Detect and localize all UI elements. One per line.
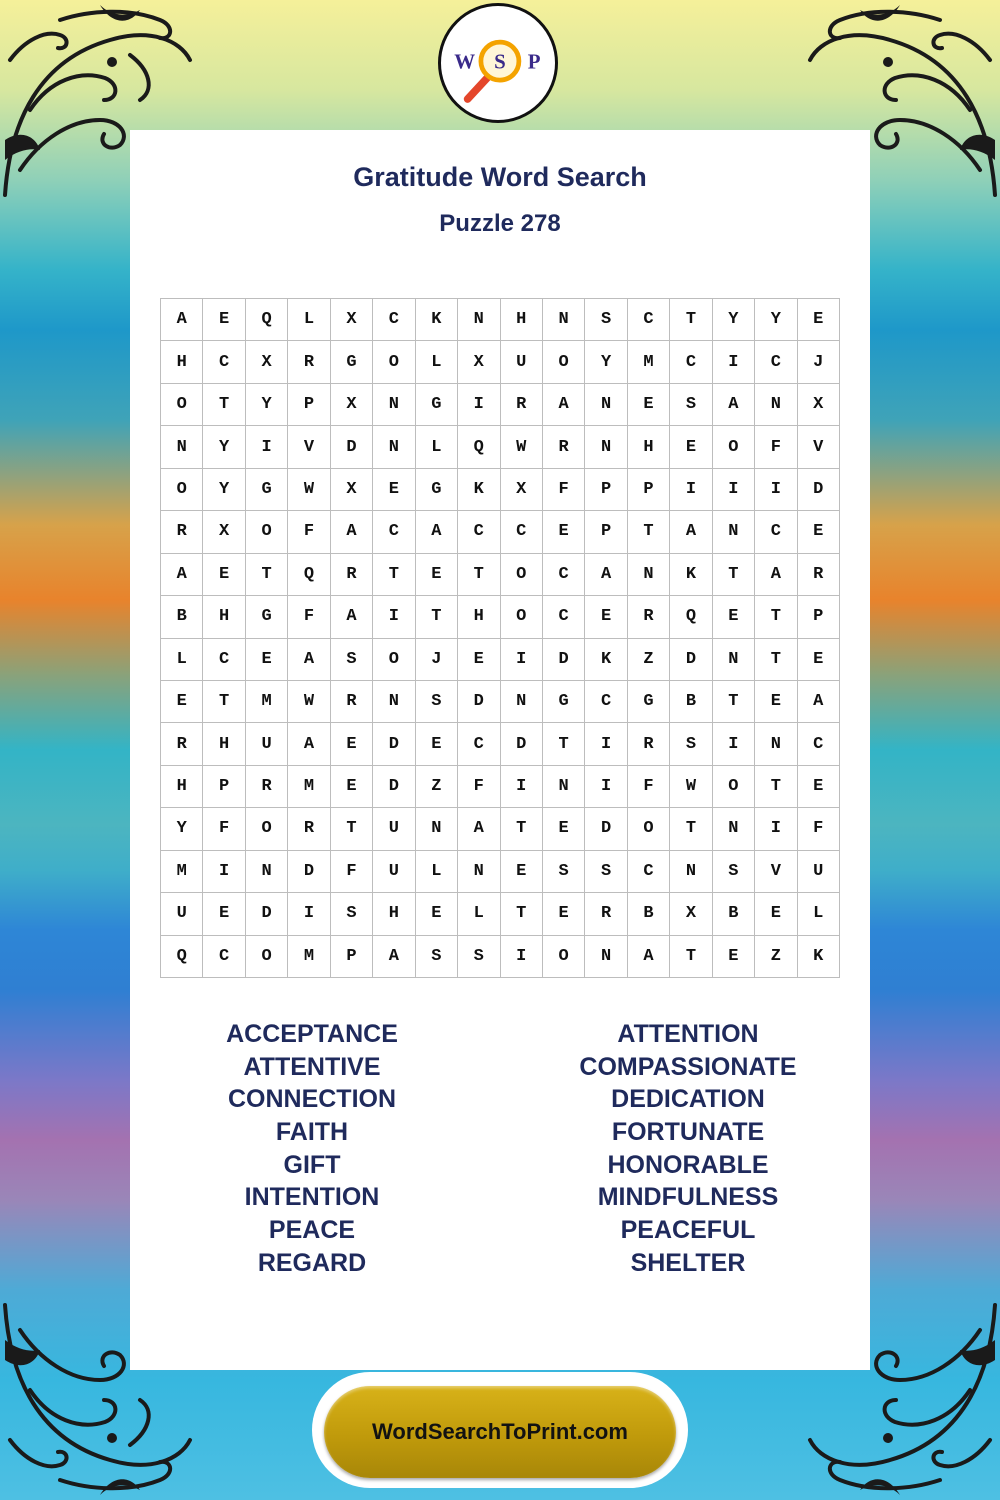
grid-cell[interactable]: X bbox=[458, 341, 500, 383]
footer-badge bbox=[312, 1372, 688, 1488]
grid-cell[interactable]: L bbox=[161, 639, 203, 681]
grid-cell[interactable]: S bbox=[416, 681, 458, 723]
grid-cell[interactable]: E bbox=[373, 469, 415, 511]
grid-cell[interactable]: L bbox=[416, 426, 458, 468]
grid-cell[interactable]: R bbox=[628, 723, 670, 765]
grid-cell[interactable]: Y bbox=[246, 384, 288, 426]
grid-cell[interactable]: N bbox=[713, 639, 755, 681]
grid-cell[interactable]: G bbox=[246, 469, 288, 511]
grid-cell[interactable]: P bbox=[585, 511, 627, 553]
grid-cell[interactable]: R bbox=[161, 723, 203, 765]
grid-cell[interactable]: T bbox=[501, 893, 543, 935]
grid-cell[interactable]: N bbox=[713, 808, 755, 850]
grid-cell[interactable]: C bbox=[670, 341, 712, 383]
grid-cell[interactable]: U bbox=[798, 851, 840, 893]
grid-cell[interactable]: R bbox=[585, 893, 627, 935]
grid-cell[interactable]: N bbox=[373, 681, 415, 723]
grid-cell[interactable]: I bbox=[458, 384, 500, 426]
grid-cell[interactable]: R bbox=[288, 808, 330, 850]
grid-cell[interactable]: N bbox=[670, 851, 712, 893]
grid-cell[interactable]: D bbox=[373, 723, 415, 765]
grid-cell[interactable]: L bbox=[416, 851, 458, 893]
grid-cell[interactable]: O bbox=[501, 596, 543, 638]
grid-cell[interactable]: E bbox=[246, 639, 288, 681]
grid-cell[interactable]: Y bbox=[755, 299, 797, 341]
grid-cell[interactable]: E bbox=[501, 851, 543, 893]
grid-cell[interactable]: S bbox=[331, 893, 373, 935]
grid-cell[interactable]: T bbox=[755, 639, 797, 681]
grid-cell[interactable]: T bbox=[373, 554, 415, 596]
grid-cell[interactable]: T bbox=[203, 681, 245, 723]
grid-cell[interactable]: D bbox=[373, 766, 415, 808]
grid-cell[interactable]: O bbox=[161, 469, 203, 511]
grid-cell[interactable]: J bbox=[798, 341, 840, 383]
grid-cell[interactable]: N bbox=[458, 851, 500, 893]
grid-cell[interactable]: C bbox=[755, 341, 797, 383]
grid-cell[interactable]: X bbox=[246, 341, 288, 383]
grid-cell[interactable]: W bbox=[288, 681, 330, 723]
grid-cell[interactable]: H bbox=[203, 596, 245, 638]
grid-cell[interactable]: E bbox=[670, 426, 712, 468]
grid-cell[interactable]: F bbox=[203, 808, 245, 850]
grid-cell[interactable]: X bbox=[331, 469, 373, 511]
grid-cell[interactable]: D bbox=[331, 426, 373, 468]
grid-cell[interactable]: C bbox=[373, 511, 415, 553]
word-list-item: INTENTION bbox=[244, 1183, 380, 1212]
word-list-item: HONORABLE bbox=[607, 1150, 769, 1179]
grid-cell[interactable]: E bbox=[203, 554, 245, 596]
grid-cell[interactable]: A bbox=[331, 511, 373, 553]
grid-cell[interactable]: X bbox=[798, 384, 840, 426]
grid-cell[interactable]: U bbox=[501, 341, 543, 383]
grid-cell[interactable]: H bbox=[628, 426, 670, 468]
grid-cell[interactable]: E bbox=[755, 681, 797, 723]
grid-cell[interactable]: N bbox=[628, 554, 670, 596]
grid-cell[interactable]: E bbox=[585, 596, 627, 638]
grid-cell[interactable]: Y bbox=[203, 426, 245, 468]
grid-cell[interactable]: E bbox=[203, 893, 245, 935]
grid-cell[interactable]: P bbox=[331, 936, 373, 978]
grid-cell[interactable]: E bbox=[203, 299, 245, 341]
grid-cell[interactable]: R bbox=[331, 554, 373, 596]
grid-cell[interactable]: S bbox=[670, 384, 712, 426]
grid-cell[interactable]: D bbox=[585, 808, 627, 850]
grid-cell[interactable]: W bbox=[501, 426, 543, 468]
grid-cell[interactable]: N bbox=[543, 299, 585, 341]
grid-cell[interactable]: T bbox=[501, 808, 543, 850]
grid-cell[interactable]: F bbox=[798, 808, 840, 850]
grid-cell[interactable]: O bbox=[373, 341, 415, 383]
grid-cell[interactable]: D bbox=[670, 639, 712, 681]
word-list-item: GIFT bbox=[283, 1150, 341, 1179]
grid-cell[interactable]: F bbox=[288, 596, 330, 638]
grid-cell[interactable]: O bbox=[713, 426, 755, 468]
word-list-item: CONNECTION bbox=[227, 1085, 397, 1114]
grid-cell[interactable]: I bbox=[373, 596, 415, 638]
grid-cell[interactable]: A bbox=[458, 808, 500, 850]
grid-cell[interactable]: S bbox=[585, 851, 627, 893]
grid-cell[interactable]: E bbox=[798, 639, 840, 681]
site-link-label: WordSearchToPrint.com bbox=[372, 1419, 628, 1444]
grid-cell[interactable]: S bbox=[670, 723, 712, 765]
grid-cell[interactable]: C bbox=[585, 681, 627, 723]
logo-letter-p: P bbox=[527, 49, 541, 74]
grid-cell[interactable]: E bbox=[416, 893, 458, 935]
grid-cell[interactable]: N bbox=[755, 384, 797, 426]
grid-cell[interactable]: H bbox=[373, 893, 415, 935]
grid-cell[interactable]: B bbox=[670, 681, 712, 723]
word-list-item: ACCEPTANCE bbox=[226, 1020, 398, 1048]
grid-cell[interactable]: Q bbox=[288, 554, 330, 596]
grid-cell[interactable]: K bbox=[458, 469, 500, 511]
grid-cell[interactable]: E bbox=[798, 299, 840, 341]
grid-cell[interactable]: A bbox=[755, 554, 797, 596]
grid-cell[interactable]: C bbox=[458, 723, 500, 765]
grid-cell[interactable]: L bbox=[458, 893, 500, 935]
grid-cell[interactable]: N bbox=[713, 511, 755, 553]
grid-cell[interactable]: S bbox=[458, 936, 500, 978]
grid-cell[interactable]: J bbox=[416, 639, 458, 681]
grid-cell[interactable]: A bbox=[628, 936, 670, 978]
grid-cell[interactable]: T bbox=[670, 808, 712, 850]
grid-cell[interactable]: D bbox=[501, 723, 543, 765]
grid-cell[interactable]: S bbox=[416, 936, 458, 978]
grid-cell[interactable]: L bbox=[288, 299, 330, 341]
grid-cell[interactable]: I bbox=[585, 723, 627, 765]
word-list-item: ATTENTIVE bbox=[243, 1052, 381, 1081]
grid-cell[interactable]: A bbox=[798, 681, 840, 723]
grid-cell[interactable]: Z bbox=[755, 936, 797, 978]
grid-cell[interactable]: H bbox=[161, 766, 203, 808]
grid-cell[interactable]: A bbox=[713, 384, 755, 426]
grid-cell[interactable]: D bbox=[798, 469, 840, 511]
grid-cell[interactable]: T bbox=[670, 299, 712, 341]
magnifier-logo-icon bbox=[441, 6, 555, 120]
word-list-item: MINDFULNESS bbox=[597, 1183, 779, 1212]
grid-cell[interactable]: A bbox=[288, 639, 330, 681]
grid-cell[interactable]: M bbox=[246, 681, 288, 723]
grid-cell[interactable]: K bbox=[798, 936, 840, 978]
grid-cell[interactable]: P bbox=[288, 384, 330, 426]
grid-cell[interactable]: T bbox=[713, 554, 755, 596]
grid-cell[interactable]: E bbox=[543, 808, 585, 850]
grid-cell[interactable]: Q bbox=[458, 426, 500, 468]
letter-grid bbox=[160, 298, 840, 978]
word-list-right bbox=[538, 1018, 838, 1280]
grid-cell[interactable]: S bbox=[713, 851, 755, 893]
grid-cell[interactable]: E bbox=[713, 936, 755, 978]
grid-cell[interactable]: E bbox=[331, 723, 373, 765]
grid-cell[interactable]: N bbox=[416, 808, 458, 850]
grid-cell[interactable]: T bbox=[416, 596, 458, 638]
grid-cell[interactable]: R bbox=[331, 681, 373, 723]
word-list-item: PEACEFUL bbox=[620, 1216, 756, 1245]
grid-cell[interactable]: V bbox=[288, 426, 330, 468]
grid-cell[interactable]: P bbox=[798, 596, 840, 638]
grid-cell[interactable]: F bbox=[288, 511, 330, 553]
grid-cell[interactable]: X bbox=[331, 299, 373, 341]
grid-cell[interactable]: A bbox=[161, 554, 203, 596]
logo-letter-w: W bbox=[454, 49, 476, 74]
grid-cell[interactable]: S bbox=[331, 639, 373, 681]
grid-cell[interactable]: R bbox=[161, 511, 203, 553]
word-list-item: ATTENTION bbox=[617, 1020, 759, 1048]
grid-cell[interactable]: O bbox=[543, 341, 585, 383]
grid-cell[interactable]: I bbox=[501, 639, 543, 681]
grid-cell[interactable]: E bbox=[161, 681, 203, 723]
grid-cell[interactable]: U bbox=[373, 808, 415, 850]
grid-cell[interactable]: G bbox=[246, 596, 288, 638]
word-list-left bbox=[162, 1018, 462, 1280]
grid-cell[interactable]: R bbox=[246, 766, 288, 808]
grid-cell[interactable]: O bbox=[246, 511, 288, 553]
grid-cell[interactable]: E bbox=[416, 554, 458, 596]
grid-cell[interactable]: T bbox=[246, 554, 288, 596]
grid-cell[interactable]: Y bbox=[161, 808, 203, 850]
grid-cell[interactable]: Q bbox=[246, 299, 288, 341]
grid-cell[interactable]: T bbox=[755, 596, 797, 638]
grid-cell[interactable]: N bbox=[458, 299, 500, 341]
grid-cell[interactable]: I bbox=[670, 469, 712, 511]
grid-cell[interactable]: X bbox=[501, 469, 543, 511]
grid-cell[interactable]: F bbox=[331, 851, 373, 893]
grid-cell[interactable]: C bbox=[458, 511, 500, 553]
word-list-item: SHELTER bbox=[630, 1248, 746, 1277]
grid-cell[interactable]: A bbox=[543, 384, 585, 426]
grid-cell[interactable]: I bbox=[501, 936, 543, 978]
grid-cell[interactable]: E bbox=[798, 511, 840, 553]
logo-letter-s: S bbox=[494, 49, 506, 74]
grid-cell[interactable]: K bbox=[670, 554, 712, 596]
grid-cell[interactable]: E bbox=[798, 766, 840, 808]
grid-cell[interactable]: L bbox=[798, 893, 840, 935]
grid-cell[interactable]: D bbox=[543, 639, 585, 681]
grid-cell[interactable]: L bbox=[416, 341, 458, 383]
grid-cell[interactable]: G bbox=[416, 384, 458, 426]
word-list-item: DEDICATION bbox=[611, 1085, 765, 1114]
grid-cell[interactable]: S bbox=[543, 851, 585, 893]
grid-cell[interactable]: B bbox=[713, 893, 755, 935]
grid-cell[interactable]: Y bbox=[203, 469, 245, 511]
grid-cell[interactable]: R bbox=[628, 596, 670, 638]
puzzle-number: Puzzle 278 bbox=[439, 210, 561, 237]
grid-cell[interactable]: T bbox=[713, 681, 755, 723]
grid-cell[interactable]: N bbox=[373, 384, 415, 426]
grid-cell[interactable]: T bbox=[628, 511, 670, 553]
grid-cell[interactable]: N bbox=[585, 384, 627, 426]
logo[interactable] bbox=[438, 3, 558, 123]
grid-cell[interactable]: Z bbox=[628, 639, 670, 681]
grid-cell[interactable]: I bbox=[755, 808, 797, 850]
grid-cell[interactable]: F bbox=[458, 766, 500, 808]
grid-cell[interactable]: E bbox=[628, 384, 670, 426]
grid-cell[interactable]: D bbox=[246, 893, 288, 935]
grid-cell[interactable]: P bbox=[585, 469, 627, 511]
grid-cell[interactable]: W bbox=[670, 766, 712, 808]
grid-cell[interactable]: I bbox=[246, 426, 288, 468]
grid-cell[interactable]: G bbox=[543, 681, 585, 723]
grid-cell[interactable]: C bbox=[755, 511, 797, 553]
grid-cell[interactable]: I bbox=[501, 766, 543, 808]
grid-cell[interactable]: A bbox=[670, 511, 712, 553]
grid-cell[interactable]: I bbox=[288, 893, 330, 935]
word-list-item: REGARD bbox=[257, 1248, 367, 1277]
word-list-item: PEACE bbox=[268, 1216, 356, 1245]
grid-cell[interactable]: B bbox=[628, 893, 670, 935]
grid-cell[interactable]: S bbox=[585, 299, 627, 341]
grid-cell[interactable]: I bbox=[713, 341, 755, 383]
grid-cell[interactable]: B bbox=[161, 596, 203, 638]
grid-cell[interactable]: F bbox=[628, 766, 670, 808]
grid-cell[interactable]: N bbox=[246, 851, 288, 893]
grid-cell[interactable]: D bbox=[458, 681, 500, 723]
grid-cell[interactable]: F bbox=[755, 426, 797, 468]
grid-cell[interactable]: N bbox=[755, 723, 797, 765]
grid-cell[interactable]: H bbox=[458, 596, 500, 638]
grid-cell[interactable]: I bbox=[713, 469, 755, 511]
grid-cell[interactable]: G bbox=[416, 469, 458, 511]
grid-cell[interactable]: C bbox=[628, 851, 670, 893]
grid-cell[interactable]: M bbox=[628, 341, 670, 383]
grid-cell[interactable]: C bbox=[203, 341, 245, 383]
grid-cell[interactable]: E bbox=[755, 893, 797, 935]
grid-cell[interactable]: C bbox=[798, 723, 840, 765]
grid-cell[interactable]: E bbox=[713, 596, 755, 638]
grid-cell[interactable]: O bbox=[501, 554, 543, 596]
grid-cell[interactable]: A bbox=[161, 299, 203, 341]
grid-cell[interactable]: H bbox=[161, 341, 203, 383]
grid-cell[interactable]: H bbox=[501, 299, 543, 341]
grid-cell[interactable]: T bbox=[331, 808, 373, 850]
grid-cell[interactable]: O bbox=[161, 384, 203, 426]
grid-cell[interactable]: Q bbox=[670, 596, 712, 638]
grid-cell[interactable]: T bbox=[458, 554, 500, 596]
site-link-button[interactable] bbox=[324, 1386, 676, 1478]
grid-cell[interactable]: N bbox=[585, 426, 627, 468]
grid-cell[interactable]: V bbox=[755, 851, 797, 893]
grid-cell[interactable]: X bbox=[331, 384, 373, 426]
grid-cell[interactable]: I bbox=[203, 851, 245, 893]
grid-cell[interactable]: O bbox=[373, 639, 415, 681]
grid-cell[interactable]: K bbox=[585, 639, 627, 681]
grid-cell[interactable]: U bbox=[246, 723, 288, 765]
grid-cell[interactable]: X bbox=[670, 893, 712, 935]
grid-cell[interactable]: P bbox=[203, 766, 245, 808]
grid-cell[interactable]: C bbox=[543, 554, 585, 596]
grid-cell[interactable]: T bbox=[543, 723, 585, 765]
grid-cell[interactable]: T bbox=[203, 384, 245, 426]
grid-cell[interactable]: R bbox=[288, 341, 330, 383]
grid-cell[interactable]: N bbox=[543, 766, 585, 808]
grid-cell[interactable]: O bbox=[246, 936, 288, 978]
grid-cell[interactable]: Z bbox=[416, 766, 458, 808]
grid-cell[interactable]: V bbox=[798, 426, 840, 468]
word-list-item: FORTUNATE bbox=[611, 1118, 765, 1147]
grid-cell[interactable]: F bbox=[543, 469, 585, 511]
grid-cell[interactable]: U bbox=[373, 851, 415, 893]
grid-cell[interactable]: A bbox=[585, 554, 627, 596]
word-list-item: FAITH bbox=[275, 1118, 349, 1147]
word-list-item: COMPASSIONATE bbox=[579, 1052, 797, 1081]
grid-cell[interactable]: C bbox=[628, 299, 670, 341]
grid-cell[interactable]: O bbox=[246, 808, 288, 850]
grid-cell[interactable]: O bbox=[628, 808, 670, 850]
grid-cell[interactable]: N bbox=[585, 936, 627, 978]
grid-cell[interactable]: N bbox=[161, 426, 203, 468]
grid-cell[interactable]: H bbox=[203, 723, 245, 765]
grid-cell[interactable]: R bbox=[543, 426, 585, 468]
grid-cell[interactable]: O bbox=[713, 766, 755, 808]
grid-cell[interactable]: T bbox=[755, 766, 797, 808]
grid-cell[interactable]: A bbox=[416, 511, 458, 553]
grid-cell[interactable]: W bbox=[288, 469, 330, 511]
grid-cell[interactable]: I bbox=[755, 469, 797, 511]
grid-cell[interactable]: C bbox=[203, 639, 245, 681]
grid-cell[interactable]: A bbox=[373, 936, 415, 978]
grid-cell[interactable]: Y bbox=[585, 341, 627, 383]
grid-cell[interactable]: A bbox=[331, 596, 373, 638]
grid-cell[interactable]: X bbox=[203, 511, 245, 553]
grid-cell[interactable]: P bbox=[628, 469, 670, 511]
grid-cell[interactable]: C bbox=[373, 299, 415, 341]
grid-cell[interactable]: C bbox=[203, 936, 245, 978]
grid-cell[interactable]: I bbox=[713, 723, 755, 765]
grid-cell[interactable]: E bbox=[331, 766, 373, 808]
grid-cell[interactable]: M bbox=[288, 766, 330, 808]
grid-cell[interactable]: U bbox=[161, 893, 203, 935]
grid-cell[interactable]: Q bbox=[161, 936, 203, 978]
grid-cell[interactable]: D bbox=[288, 851, 330, 893]
grid-cell[interactable]: G bbox=[628, 681, 670, 723]
grid-cell[interactable]: R bbox=[501, 384, 543, 426]
grid-cell[interactable]: G bbox=[331, 341, 373, 383]
grid-cell[interactable]: O bbox=[543, 936, 585, 978]
grid-cell[interactable]: E bbox=[416, 723, 458, 765]
grid-cell[interactable]: R bbox=[798, 554, 840, 596]
grid-cell[interactable]: N bbox=[501, 681, 543, 723]
grid-cell[interactable]: C bbox=[543, 596, 585, 638]
grid-cell[interactable]: T bbox=[670, 936, 712, 978]
grid-cell[interactable]: M bbox=[161, 851, 203, 893]
grid-cell[interactable]: N bbox=[373, 426, 415, 468]
grid-cell[interactable]: M bbox=[288, 936, 330, 978]
page-title: Gratitude Word Search bbox=[353, 162, 647, 192]
grid-cell[interactable]: K bbox=[416, 299, 458, 341]
grid-cell[interactable]: I bbox=[585, 766, 627, 808]
grid-cell[interactable]: E bbox=[458, 639, 500, 681]
grid-cell[interactable]: E bbox=[543, 511, 585, 553]
grid-cell[interactable]: E bbox=[543, 893, 585, 935]
grid-cell[interactable]: C bbox=[501, 511, 543, 553]
grid-cell[interactable]: A bbox=[288, 723, 330, 765]
grid-cell[interactable]: Y bbox=[713, 299, 755, 341]
